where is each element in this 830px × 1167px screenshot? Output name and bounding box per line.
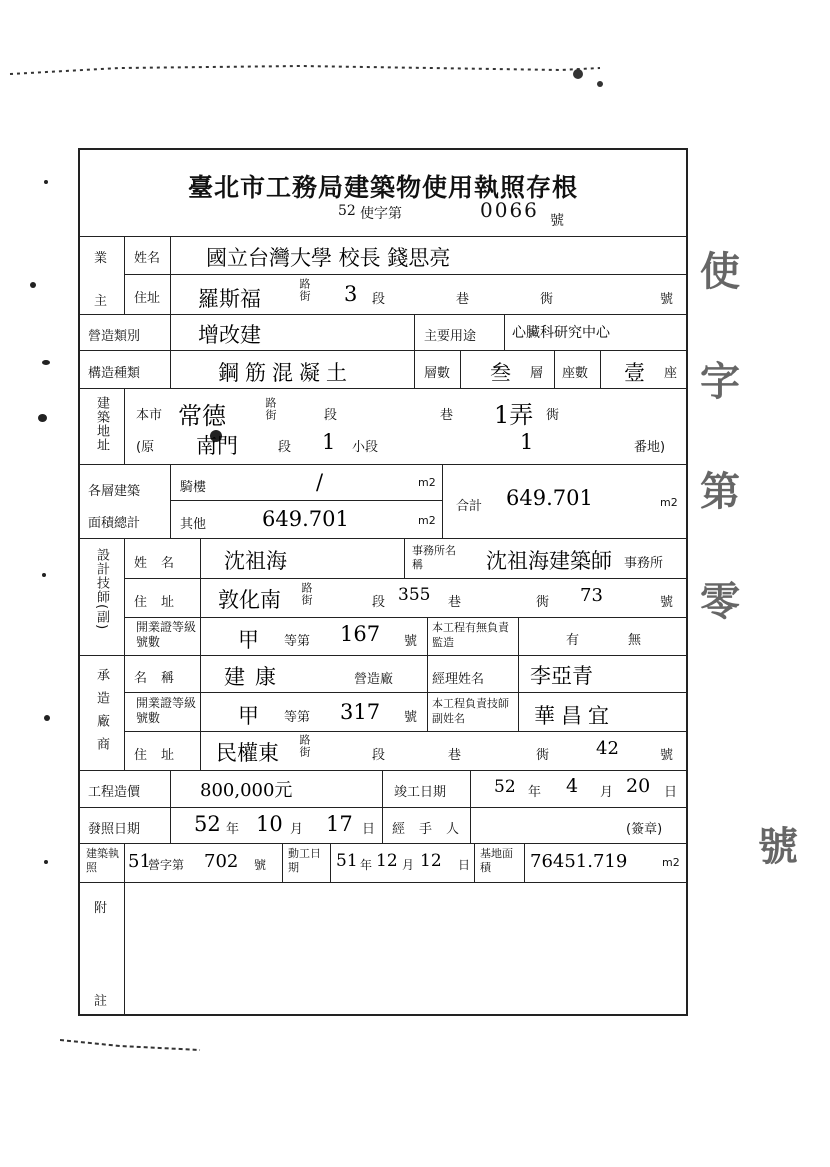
contractor-name-label: 名稱	[134, 671, 189, 686]
none-label: 無	[628, 633, 642, 648]
issue-m: 月	[290, 822, 304, 837]
cost-label: 工程造價	[88, 785, 141, 800]
orig-section-label: 段	[278, 440, 292, 455]
start-y: 年	[360, 858, 373, 872]
rule	[124, 274, 688, 275]
designer-street-label: 衖	[536, 595, 550, 610]
site-section-label: 段	[324, 408, 338, 423]
permit-year: 52	[338, 203, 356, 219]
contractor-number-label: 號	[660, 748, 674, 763]
contractor-grade-label: 等第	[284, 710, 311, 725]
lot-value: 1	[520, 430, 534, 454]
original-section: 南門	[196, 434, 238, 458]
start-m: 月	[402, 858, 415, 872]
rule	[200, 538, 201, 655]
main-use: 心臟科研究中心	[512, 325, 610, 341]
remarks-label-1: 附	[94, 901, 108, 916]
rule	[554, 350, 555, 388]
permit-prefix: 使字第	[360, 206, 402, 222]
designer-grade-label: 等第	[284, 634, 311, 649]
construction-type: 增改建	[198, 323, 261, 347]
issue-y: 年	[226, 822, 240, 837]
supervise-label: 本工程有無負責監造	[432, 621, 509, 649]
rule	[124, 882, 125, 1016]
contractor-name: 建康	[224, 665, 286, 689]
rule	[382, 807, 383, 843]
other-area: 649.701	[262, 507, 349, 531]
total-area: 649.701	[506, 486, 593, 510]
floors-unit: 層	[530, 366, 544, 381]
arcade-label: 騎樓	[180, 480, 207, 495]
rule	[124, 617, 688, 618]
rule	[330, 843, 331, 882]
contractor-license-no-label: 號	[404, 710, 418, 725]
finish-label: 竣工日期	[394, 785, 447, 800]
contractor-section-label: 段	[372, 748, 386, 763]
finish-month: 4	[566, 775, 579, 797]
floors-value: 叁	[490, 361, 511, 385]
cost-value: 800,000元	[200, 780, 293, 801]
base-area: 76451.719	[530, 851, 628, 872]
contractor-grade: 甲	[238, 704, 259, 728]
contractor-road: 民權東	[216, 741, 279, 765]
rule	[124, 655, 125, 770]
rule	[504, 314, 505, 350]
scan-speck	[38, 414, 47, 422]
stamp-char: 第	[700, 468, 740, 515]
finish-m: 月	[600, 785, 614, 800]
rule	[200, 655, 201, 770]
issue-label: 發照日期	[88, 822, 141, 837]
base-area-label: 基地面積	[480, 847, 513, 874]
designer-addr-label: 住址	[134, 595, 189, 610]
section-label: 段	[372, 292, 386, 307]
total-unit: m2	[660, 496, 678, 509]
remarks-label-2: 註	[94, 994, 108, 1009]
designer-name-label: 姓名	[134, 556, 189, 571]
start-label: 動工日期	[288, 847, 321, 874]
rule	[470, 770, 471, 807]
issue-year: 52	[194, 812, 221, 836]
page-title: 臺北市工務局建築物使用執照存根	[187, 173, 578, 202]
rule	[124, 236, 125, 314]
rule	[414, 314, 415, 350]
rule	[427, 655, 428, 731]
designer-number-label: 號	[660, 595, 674, 610]
rule	[170, 500, 442, 501]
rule	[518, 655, 519, 731]
building-unit: 座	[664, 366, 678, 381]
rule	[78, 882, 688, 883]
build-permit-suffix: 號	[254, 858, 267, 872]
scan-speck	[44, 860, 48, 864]
total-label: 合計	[456, 499, 483, 514]
rule	[78, 843, 688, 844]
start-month: 12	[376, 851, 398, 871]
structure-type: 鋼筋混凝土	[218, 361, 353, 385]
build-permit-label: 建築執照	[86, 847, 119, 874]
rule	[518, 617, 519, 655]
contractor-license-label: 開業證等級號數	[136, 696, 197, 725]
city-label: 本市	[136, 408, 163, 423]
owner-road: 羅斯福	[198, 287, 261, 311]
contractor-number: 42	[596, 738, 619, 759]
road-label: 路街	[298, 278, 311, 302]
rule	[170, 770, 171, 807]
scan-speck	[42, 573, 46, 577]
lane-label: 巷	[456, 292, 470, 307]
designer-office: 沈祖海建築師	[486, 549, 612, 573]
designer-lane-label: 巷	[448, 595, 462, 610]
rule	[382, 770, 383, 807]
site-label: 建築地址	[94, 396, 109, 452]
arcade-value: /	[316, 470, 324, 494]
base-area-unit: m2	[662, 856, 680, 869]
manager-name: 李亞青	[530, 664, 593, 688]
site-road-label: 路街	[264, 397, 277, 421]
designer-name: 沈祖海	[224, 549, 287, 573]
stamp-char: 字	[700, 358, 740, 405]
rule	[442, 464, 443, 538]
scan-speck	[44, 715, 50, 721]
scan-speck	[44, 180, 48, 184]
designer-license-label: 開業證等級號數	[136, 620, 197, 649]
handler-label: 經手人	[392, 822, 474, 837]
owner-label-2: 主	[94, 294, 108, 309]
issue-d: 日	[362, 822, 376, 837]
subsection-value: 1	[322, 430, 336, 454]
contractor-street-label: 衖	[536, 748, 550, 763]
designer-license-no-label: 號	[404, 634, 418, 649]
office-label: 事務所名稱	[412, 544, 456, 571]
area-label-2: 面積總計	[88, 516, 141, 531]
rule	[124, 731, 688, 732]
rule	[170, 236, 171, 314]
designer-road-label: 路街	[300, 582, 313, 606]
owner-name: 國立台灣大學 校長 錢思亮	[206, 246, 451, 270]
contractor-road-label: 路街	[298, 734, 311, 758]
rule	[414, 350, 415, 388]
rule	[124, 388, 125, 464]
designer-label: 設計技師(副)	[94, 548, 109, 631]
stamp-char: 號	[758, 823, 798, 870]
start-day: 12	[420, 851, 442, 871]
top-edge-noise	[0, 60, 830, 100]
contractor-lane-label: 巷	[448, 748, 462, 763]
permit-number: 0066	[480, 198, 539, 222]
subsection-label: 小段	[352, 440, 379, 455]
building-count-label: 座數	[562, 366, 589, 381]
finish-d: 日	[664, 785, 678, 800]
designer-lane: 355	[398, 585, 431, 605]
site-lane: 1弄	[494, 401, 534, 429]
owner-label: 業	[94, 251, 108, 266]
rule	[404, 538, 405, 578]
lot-label: 番地)	[634, 440, 666, 455]
finish-year: 52	[494, 777, 516, 797]
designer-license-no: 167	[340, 622, 381, 646]
rule	[474, 843, 475, 882]
owner-section: 3	[344, 282, 358, 306]
rule	[78, 388, 688, 389]
contractor-suffix: 營造廠	[354, 672, 394, 687]
rule	[170, 464, 171, 538]
designer-number: 73	[580, 585, 603, 606]
site-lane-label: 巷	[440, 408, 454, 423]
start-d: 日	[458, 858, 471, 872]
rule	[282, 843, 283, 882]
engineer-label: 本工程負責技師副姓名	[432, 697, 509, 725]
sign-label: (簽章)	[626, 822, 663, 837]
designer-road: 敦化南	[218, 588, 281, 612]
rule	[124, 692, 688, 693]
rule	[124, 578, 688, 579]
street-label: 衖	[540, 292, 554, 307]
build-permit-prefix: 營字第	[148, 858, 185, 872]
contractor-license-no: 317	[340, 700, 381, 724]
scan-speck	[42, 360, 50, 365]
engineer-name: 華昌宜	[534, 704, 615, 728]
area-label-1: 各層建築	[88, 484, 141, 499]
address-label: 住址	[134, 291, 161, 306]
rule	[600, 350, 601, 388]
structure-label: 構造種類	[88, 366, 141, 381]
site-district: 常德	[178, 402, 226, 430]
building-count: 壹	[624, 361, 645, 385]
rule	[460, 350, 461, 388]
finish-y: 年	[528, 785, 542, 800]
build-permit-year: 51	[128, 851, 151, 872]
finish-day: 20	[626, 775, 651, 797]
rule	[124, 843, 125, 882]
rule	[524, 843, 525, 882]
side-stamp	[692, 240, 812, 880]
rule	[78, 538, 688, 539]
contractor-addr-label: 住址	[134, 748, 189, 763]
contractor-label: 承造廠商	[94, 668, 109, 760]
designer-grade: 甲	[238, 628, 259, 652]
rule	[170, 314, 171, 388]
other-unit: m2	[418, 514, 436, 527]
issue-day: 17	[326, 812, 353, 836]
rule	[78, 655, 688, 656]
original-label: (原	[136, 440, 155, 455]
has-label: 有	[566, 633, 580, 648]
permit-suffix: 號	[550, 213, 564, 229]
scan-speck	[30, 282, 36, 288]
start-year: 51	[336, 851, 358, 871]
name-label: 姓名	[134, 251, 161, 266]
stamp-char: 零	[700, 578, 740, 625]
manager-label: 經理姓名	[432, 672, 485, 687]
type-label: 營造類別	[88, 329, 141, 344]
number-label: 號	[660, 292, 674, 307]
rule	[124, 538, 125, 655]
designer-section-label: 段	[372, 595, 386, 610]
rule	[170, 807, 171, 843]
stamp-char: 使	[700, 248, 740, 295]
rule	[427, 617, 428, 655]
bottom-edge-noise	[60, 1030, 260, 1070]
office-suffix: 事務所	[624, 556, 664, 571]
site-street-label: 衖	[546, 408, 560, 423]
floors-label: 層數	[424, 366, 451, 381]
use-label: 主要用途	[424, 329, 477, 344]
other-label: 其他	[180, 517, 207, 532]
build-permit-number: 702	[204, 851, 239, 872]
arcade-unit: m2	[418, 476, 436, 489]
issue-month: 10	[256, 812, 283, 836]
